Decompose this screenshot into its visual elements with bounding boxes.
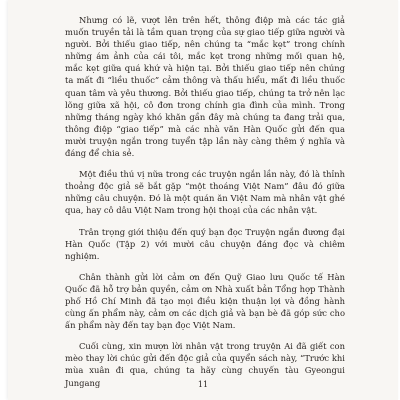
paragraph-3: Trân trọng giới thiệu đến quý bạn đọc Truyện ngắn đương đại Hàn Quốc (Tập 2) với mười câu chuyện đáng đọc và chiêm nghiệm.: [65, 226, 345, 261]
book-page: [8, 0, 398, 400]
page-number: 11: [197, 380, 209, 389]
body-text: [65, 14, 345, 398]
paragraph-1: Nhưng có lẽ, vượt lên trên hết, thông điệp mà các tác giả muốn truyền tải là tầm quan trọng của sự giao tiếp giữa người và người. Bởi thiếu giao tiếp, nên chúng ta “mắc kẹt” trong chính những ám ảnh của cái tôi, mắc kẹt trong những mối quan hệ, mắc kẹt giữa quá khứ và hiện tại. Bởi thiếu giao tiếp nên chúng ta mất đi “liều thuốc” cảm thông và thấu hiểu, mất đi liều thuốc quan tâm và yêu thương. Bởi thiếu giao tiếp, chúng ta trở nên lạc lõng giữa xã hội, cô đơn trong chính gia đình của mình. Trong những tháng ngày khó khăn gần đây mà chúng ta đang trải qua, thông điệp “giao tiếp” mà các nhà văn Hàn Quốc gửi đến qua mười truyện ngắn trong tuyển tập lần này càng thêm ý nghĩa và đáng để chia sẻ.: [65, 15, 345, 159]
paragraph-4: Chân thành gửi lời cảm ơn đến Quỹ Giao lưu Quốc tế Hàn Quốc đã hỗ trợ bản quyền, cảm ơn Nhà xuất bản Tổng hợp Thành phố Hồ Chí Minh đã tạo mọi điều kiện thuận lợi và đồng hành cùng ấn phẩm này, cảm ơn các dịch giả và bạn bè đã góp sức cho ấn phẩm này đến tay bạn đọc Việt Nam.: [65, 271, 345, 331]
paragraph-5: Cuối cùng, xin mượn lời nhân vật trong truyện Ai đã giết con mèo thay lời chúc gửi đến độc giả của quyển sách này, “Trước khi mùa xuân đi qua, chúng ta hãy cùng chuyến tàu Gyeongui Jungang: [65, 341, 345, 388]
paragraph-2: Một điều thú vị nữa trong các truyện ngắn lần này, đó là thỉnh thoảng độc giả sẽ bắt gặp “một thoáng Việt Nam” đâu đó giữa những câu chuyện. Đó là một quán ăn Việt Nam mà nhân vật ghé qua, hay cô dâu Việt Nam trong hội thoại của các nhân vật.: [65, 169, 345, 216]
